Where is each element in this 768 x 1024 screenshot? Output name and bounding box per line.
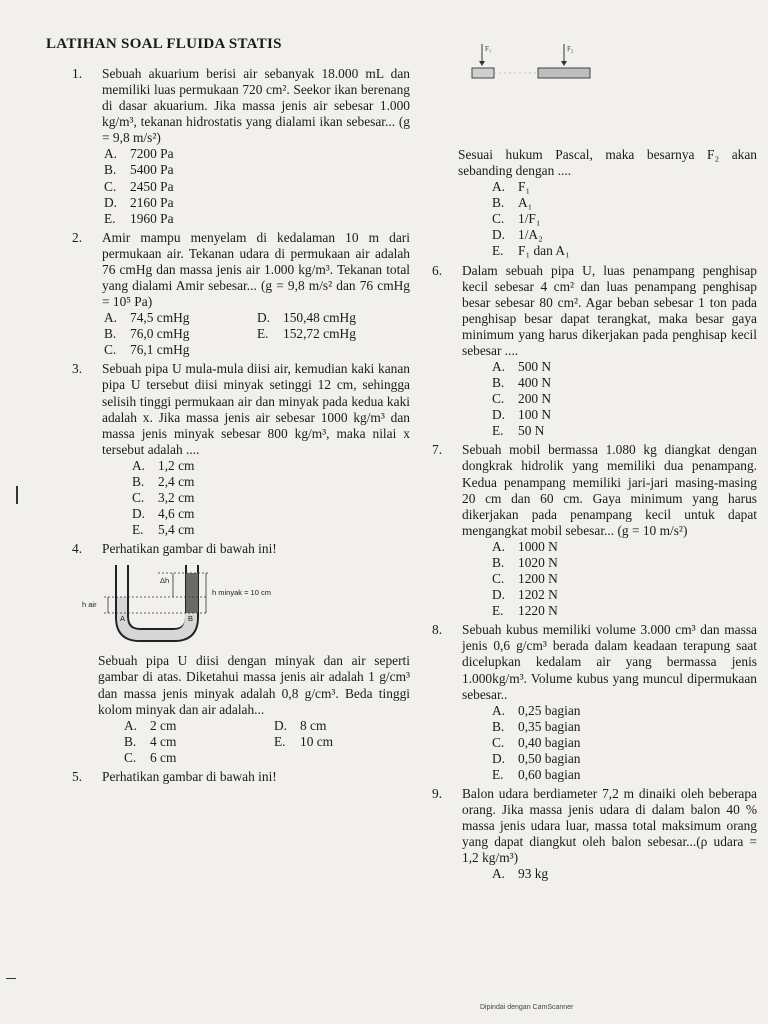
left-column (72, 66, 410, 788)
question-stem: Sebuah mobil bermassa 1.080 kg diangkat dengan dongkrak hidrolik yang memiliki dua penampang. Kedua penampang memiliki jari-jari masing-masing 20 cm dan 60 cm. Gaya minimum yang harus dikerjakan pada penampang kecil untuk dapat mengangkat mobil sebesar... (g = 10 m/s²) (462, 442, 757, 538)
option-letter: C. (104, 178, 117, 194)
option[interactable] (104, 211, 410, 227)
option[interactable] (492, 603, 757, 619)
option-text: 1,2 cm (158, 457, 195, 473)
question-4-figure (68, 563, 368, 647)
option-letter: C. (124, 749, 137, 765)
force-1-label: F₁ (485, 45, 492, 53)
option-letter: A. (492, 179, 506, 195)
option-letter: B. (492, 375, 505, 391)
option-letter: C. (492, 391, 505, 407)
point-b-label: B (188, 614, 194, 624)
option[interactable] (104, 326, 257, 342)
option-letter: B. (104, 326, 117, 342)
option-text: 400 N (518, 375, 552, 391)
option-letter: A. (132, 457, 146, 473)
question-1 (72, 66, 410, 227)
option-letter: A. (124, 717, 138, 733)
question-stem: Amir mampu menyelam di kedalaman 10 m dari permukaan air. Tekanan udara di permukaan air adalah 76 cmHg dan massa jenis air 1.000 kg/m³. Tekanan total yang dialami Amir sebesar... (g = 9,8 m/s² dan 76 cmHg = 10⁵ Pa) (102, 229, 410, 310)
option[interactable] (492, 423, 757, 439)
option[interactable] (492, 866, 757, 882)
options (492, 179, 757, 259)
question-stem: Balon udara berdiameter 7,2 m dinaiki oleh beberapa orang. Jika massa jenis udara di dalam balon 40 % massa jenis udara luar, massa total maksimum orang yang dapat diangkut oleh balon sebesar...(ρ udara = 1,2 kg/m³) (462, 786, 757, 866)
option[interactable] (492, 195, 757, 211)
option-letter: E. (492, 766, 504, 782)
option-text: 3,2 cm (158, 490, 195, 506)
question-number: 2. (72, 229, 83, 245)
question-number: 1. (72, 66, 83, 81)
option-text: 50 N (518, 423, 545, 439)
option-text: 93 kg (518, 866, 549, 882)
question-8 (432, 622, 757, 783)
option-text: 74,5 cmHg (130, 310, 190, 326)
question-number: 5. (72, 768, 83, 784)
option-text: 2160 Pa (130, 194, 174, 210)
option[interactable] (492, 407, 757, 423)
options (492, 703, 757, 783)
option[interactable] (132, 506, 410, 522)
large-piston (538, 68, 590, 78)
option-letter: D. (257, 310, 271, 326)
option-text: 0,35 bagian (518, 718, 581, 734)
option-letter: A. (492, 538, 506, 554)
question-stem: Perhatikan gambar di bawah ini! (102, 541, 277, 557)
option[interactable] (492, 571, 757, 587)
question-stem-continued: Sesuai hukum Pascal, maka besarnya F₂ akan sebanding dengan .... (458, 147, 757, 179)
option-text: 152,72 cmHg (283, 326, 356, 342)
option[interactable] (124, 718, 274, 734)
hydraulic-press-diagram (466, 42, 596, 87)
option[interactable] (257, 310, 410, 326)
option[interactable] (492, 391, 757, 407)
option-letter: A. (492, 866, 506, 882)
option[interactable] (104, 146, 410, 162)
option-letter: E. (492, 603, 504, 619)
option-letter: C. (132, 490, 145, 506)
option-text: 1/A₂ (518, 227, 543, 243)
question-stem-continued: Sebuah pipa U diisi dengan minyak dan air seperti gambar di atas. Diketahui massa jenis air adalah 1 g/cm³ dan massa jenis minyak adalah 0,8 g/cm³. Beda tinggi kolom minyak dan air adalah... (98, 653, 410, 717)
question-9 (432, 786, 757, 882)
question-2 (72, 230, 410, 359)
delta-h-label: Δh (160, 576, 170, 586)
scan-mark (6, 978, 16, 979)
option-letter: A. (104, 310, 118, 326)
option-letter: B. (104, 162, 117, 178)
question-stem: Sebuah pipa U mula-mula diisi air, kemudian kaki kanan pipa U tersebut diisi minyak setinggi 12 cm, sehingga selisih tinggi permukaan air dan minyak pada kedua kaki adalah x. Jika massa jenis air sebesar 1000 kg/m³ dan massa jenis minyak sebesar 800 kg/m³, maka nilai x tersebut adalah .... (102, 361, 410, 457)
option-letter: D. (492, 750, 506, 766)
oil-column (186, 573, 198, 613)
option-text: 2,4 cm (158, 473, 195, 489)
option-text: 0,50 bagian (518, 750, 581, 766)
options (492, 359, 757, 439)
question-number: 8. (432, 622, 443, 638)
option-text: 0,60 bagian (518, 766, 581, 782)
question-number: 4. (72, 541, 83, 557)
option-text: 1200 N (518, 571, 558, 587)
h-water-label: h air (82, 600, 97, 610)
option[interactable] (104, 342, 257, 358)
option-text: F₁ (518, 179, 531, 195)
option[interactable] (492, 375, 757, 391)
option-text: 2 cm (150, 717, 177, 733)
option-letter: E. (132, 522, 144, 538)
option[interactable] (492, 359, 757, 375)
force-1-arrowhead (479, 61, 485, 66)
option[interactable] (124, 750, 274, 766)
option-text: 1202 N (518, 587, 558, 603)
option-letter: E. (257, 326, 269, 342)
option-letter: D. (492, 227, 506, 243)
option-letter: D. (132, 506, 146, 522)
option-text: 5400 Pa (130, 162, 174, 178)
option-text: 5,4 cm (158, 522, 195, 538)
option[interactable] (132, 490, 410, 506)
option-text: 1960 Pa (130, 210, 174, 226)
option[interactable] (492, 555, 757, 571)
question-4 (72, 541, 410, 766)
option-text: 500 N (518, 359, 552, 375)
option-letter: B. (132, 473, 145, 489)
option-text: 100 N (518, 407, 552, 423)
option-letter: E. (274, 733, 286, 749)
option[interactable] (492, 587, 757, 603)
option-letter: C. (492, 571, 505, 587)
option[interactable] (492, 751, 757, 767)
question-stem: Sebuah akuarium berisi air sebanyak 18.000 mL dan memiliki luas permukaan 720 cm². Seekor ikan berenang di dasar akuarium. Jika massa jenis air sebesar 1.000 kg/m³, tekanan hidrostatis yang dialami ikan sebesar... (g = 9,8 m/s²) (102, 66, 410, 146)
option-letter: D. (274, 717, 288, 733)
option-text: 200 N (518, 391, 552, 407)
options (104, 310, 410, 358)
option-text: 0,40 bagian (518, 734, 581, 750)
option[interactable] (104, 162, 410, 178)
option-text: 8 cm (300, 717, 327, 733)
options (132, 458, 410, 538)
option[interactable] (124, 734, 274, 750)
options (492, 539, 757, 619)
option[interactable] (492, 211, 757, 227)
question-7 (432, 442, 757, 619)
right-column (432, 147, 757, 886)
h-oil-label: h minyak = 10 cm (212, 588, 271, 598)
option-letter: E. (104, 210, 116, 226)
option-text: 7200 Pa (130, 146, 174, 162)
question-stem: Sebuah kubus memiliki volume 3.000 cm³ dan massa jenis 0,6 g/cm³ berada dalam keadaan terapung saat dicelupkan kedalam air yang bermassa jenis 1.000kg/m³. Volume kubus yang muncul dipermukaan sebesar.. (462, 622, 757, 702)
option-letter: A. (492, 359, 506, 375)
option[interactable] (492, 539, 757, 555)
option-letter: B. (492, 718, 505, 734)
option[interactable] (132, 474, 410, 490)
option-text: 2450 Pa (130, 178, 174, 194)
option-text: 1/F₁ (518, 211, 541, 227)
option-letter: A. (492, 702, 506, 718)
option-text: 76,1 cmHg (130, 342, 190, 358)
option[interactable] (274, 734, 424, 750)
option[interactable] (257, 326, 410, 342)
option-text: 4 cm (150, 733, 177, 749)
option-letter: A. (104, 146, 118, 162)
option-letter: D. (492, 407, 506, 423)
option-text: 150,48 cmHg (283, 310, 356, 326)
option[interactable] (492, 243, 757, 259)
scanner-watermark: Dipindai dengan CamScanner (480, 1004, 574, 1011)
small-piston (472, 68, 494, 78)
options (104, 146, 410, 226)
question-5-continued (432, 147, 757, 260)
scan-mark (16, 486, 18, 504)
question-number: 6. (432, 262, 443, 278)
force-2-arrowhead (561, 61, 567, 66)
option-text: 4,6 cm (158, 506, 195, 522)
question-5-figure (466, 42, 596, 87)
option[interactable] (492, 703, 757, 719)
option[interactable] (492, 735, 757, 751)
option[interactable] (132, 458, 410, 474)
option[interactable] (492, 227, 757, 243)
options (492, 866, 757, 882)
point-a-label: A (120, 614, 126, 624)
option[interactable] (104, 179, 410, 195)
question-5 (72, 769, 410, 785)
option-text: 10 cm (300, 733, 334, 749)
options (124, 718, 410, 766)
question-number: 9. (432, 786, 443, 802)
option[interactable] (274, 718, 424, 734)
u-tube-diagram (68, 563, 368, 647)
option[interactable] (132, 522, 410, 538)
option-text: 1020 N (518, 554, 558, 570)
page-title: LATIHAN SOAL FLUIDA STATIS (46, 36, 282, 52)
option[interactable] (492, 179, 757, 195)
option-letter: C. (492, 734, 505, 750)
question-stem: Dalam sebuah pipa U, luas penampang penghisap kecil sebesar 4 cm² dan luas penampang penghisap besar sebesar 80 cm². Agar beban sebesar 1 ton pada penghisap besar dapat terangkat, maka besar gaya minimum yang harus dikerjakan pada penghisap kecil sebesar .... (462, 262, 757, 358)
force-2-label: F₂ (567, 45, 574, 53)
question-number: 7. (432, 442, 443, 458)
option-letter: E. (492, 243, 504, 259)
option[interactable] (104, 310, 257, 326)
option-letter: B. (124, 733, 137, 749)
option-text: 6 cm (150, 749, 177, 765)
option-letter: C. (104, 342, 117, 358)
option-letter: D. (492, 587, 506, 603)
option-text: 1000 N (518, 538, 558, 554)
option-letter: C. (492, 211, 505, 227)
option-text: 0,25 bagian (518, 702, 581, 718)
option-letter: B. (492, 195, 505, 211)
option[interactable] (104, 195, 410, 211)
option-text: 1220 N (518, 603, 558, 619)
option[interactable] (492, 719, 757, 735)
question-stem: Perhatikan gambar di bawah ini! (102, 768, 277, 784)
option-text: A₁ (518, 195, 533, 211)
question-number: 3. (72, 361, 83, 377)
option-text: F₁ dan A₁ (518, 243, 570, 259)
question-3 (72, 361, 410, 538)
question-6 (432, 263, 757, 440)
option-letter: D. (104, 194, 118, 210)
option[interactable] (492, 767, 757, 783)
option-text: 76,0 cmHg (130, 326, 190, 342)
option-letter: E. (492, 423, 504, 439)
option-letter: B. (492, 554, 505, 570)
